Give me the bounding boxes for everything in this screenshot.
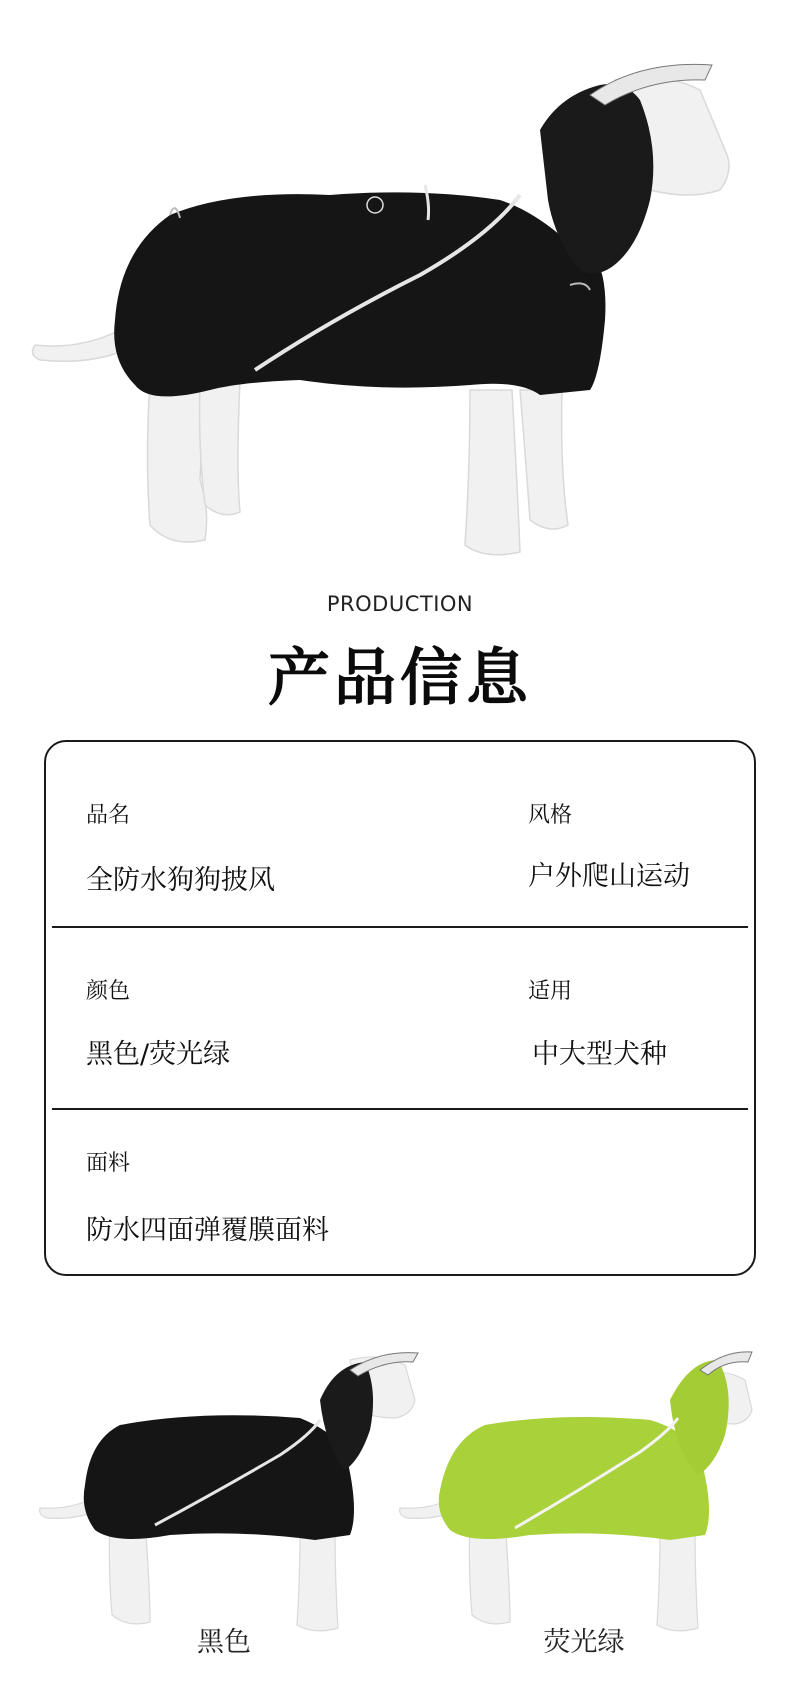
variant-images [0,1340,800,1640]
section-title: 产品信息 [267,641,532,714]
color-value: 黑色/荧光绿 [86,1039,231,1070]
fit-value: 中大型犬种 [532,1039,667,1070]
hero-product-image [0,0,800,560]
variant-black-image [40,1353,418,1631]
fabric-label: 面料 [86,1151,131,1176]
style-value: 户外爬山运动 [528,861,690,892]
row-divider [52,1108,748,1110]
row-divider [52,926,748,928]
fabric-value: 防水四面弹覆膜面料 [86,1215,329,1246]
name-label: 品名 [86,803,131,828]
variant-green-label: 荧光绿 [543,1627,625,1658]
name-value: 全防水狗狗披风 [86,865,275,896]
style-label: 风格 [528,803,573,828]
variant-black-label: 黑色 [197,1627,251,1658]
product-info-card [44,740,756,1276]
color-label: 颜色 [86,979,131,1004]
variant-green-image [400,1352,752,1631]
section-eyebrow: PRODUCTION [326,592,474,616]
coat-body [114,192,605,396]
fit-label: 适用 [528,979,573,1004]
